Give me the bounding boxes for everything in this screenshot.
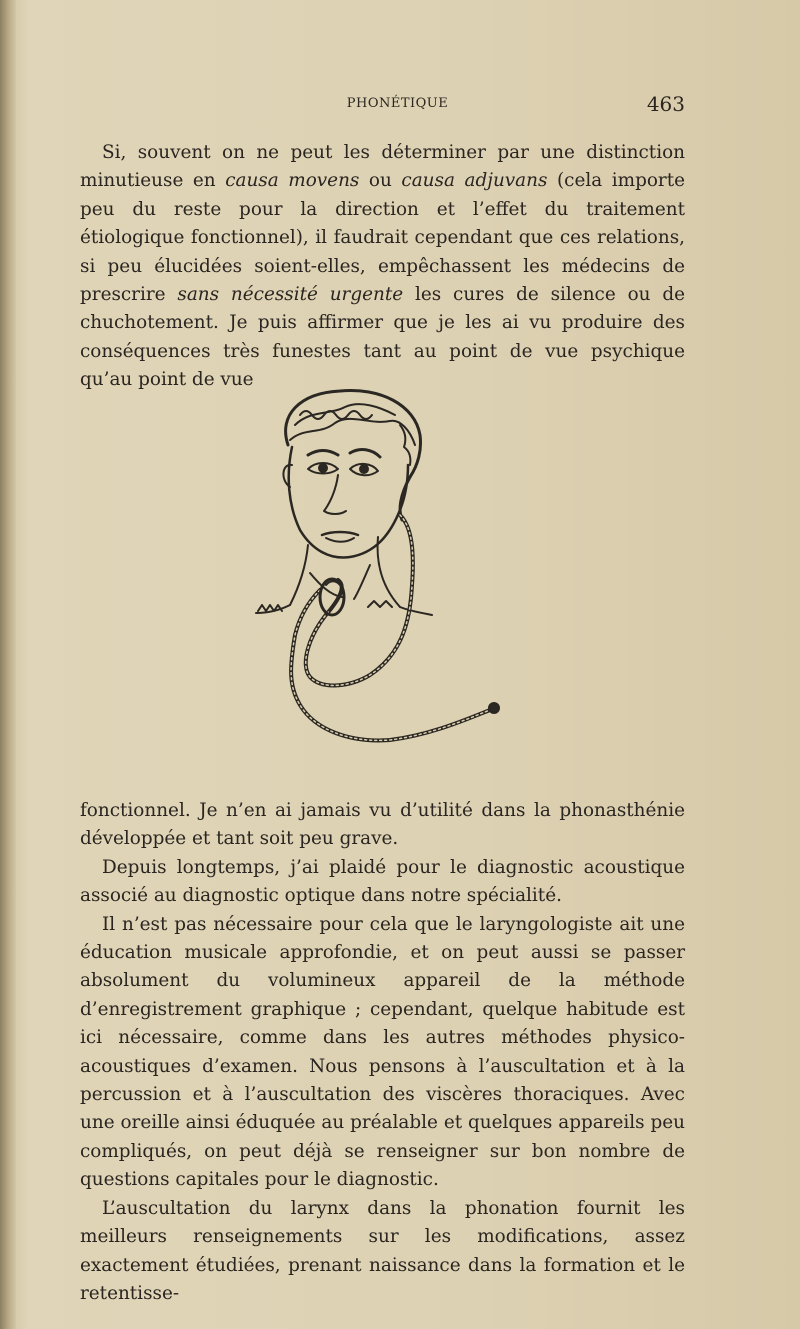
italic-term: causa movens <box>225 170 360 192</box>
paragraph: Depuis longtemps, j’ai plaidé pour le diagnostic acoustique associé au diagnostic optique dans notre spécialité. <box>80 856 685 907</box>
illustration-svg <box>250 385 510 755</box>
text-block-bottom <box>80 797 685 1308</box>
paragraph: L’auscultation du larynx dans la phonation fournit les meilleurs renseignements sur les modifications, assez exactement étudiées, prenant naissance dans la formation et le retentisse- <box>80 1197 685 1304</box>
page-number: 463 <box>646 92 685 116</box>
paragraph: fonctionnel. Je n’en ai jamais vu d’utilité dans la phonasthénie développée et tant soit peu grave. <box>80 800 685 850</box>
stethoscope-illustration <box>250 385 510 755</box>
text-run: Si, souvent on ne peut les déterminer par une distinction minutieuse en <box>80 142 685 192</box>
running-title: PHONÉTIQUE <box>346 96 449 111</box>
page-binding-edge <box>0 0 16 1329</box>
italic-term: causa adjuvans <box>401 170 548 192</box>
text-run: ou <box>359 170 402 192</box>
text-run: (cela importe peu du reste pour la direction et l’effet du traitement étiologique fonctionnel), il faudrait cependant que ces relations, si peu élucidées soient-elles, empêchassent les médecins de prescrire <box>80 170 685 306</box>
running-header <box>80 92 685 120</box>
text-block-top <box>80 139 685 395</box>
italic-term: sans nécessité urgente <box>177 284 404 306</box>
paragraph: Il n’est pas nécessaire pour cela que le laryngologiste ait une éducation musicale approfondie, et on peut aussi se passer absolument du volumineux appareil de la méthode d’enregistrement graphique ; cependant, quelque habitude est ici nécessaire, comme dans les autres méthodes physico-acoustiques d’examen. Nous pensons à l’auscultation et à la percussion et à l’auscultation des viscères thoraciques. Avec une oreille ainsi éduquée au préalable et quelques appareils peu compliqués, on peut déjà se renseigner sur bon nombre de questions capitales pour le diagnostic. <box>80 913 685 1191</box>
text-run: les cures de silence ou de chuchotement. Je puis affirmer que je les ai vu produire des conséquences très funestes tant au point de vue psychique qu’au point de vue <box>80 284 685 391</box>
paragraph <box>80 139 685 395</box>
